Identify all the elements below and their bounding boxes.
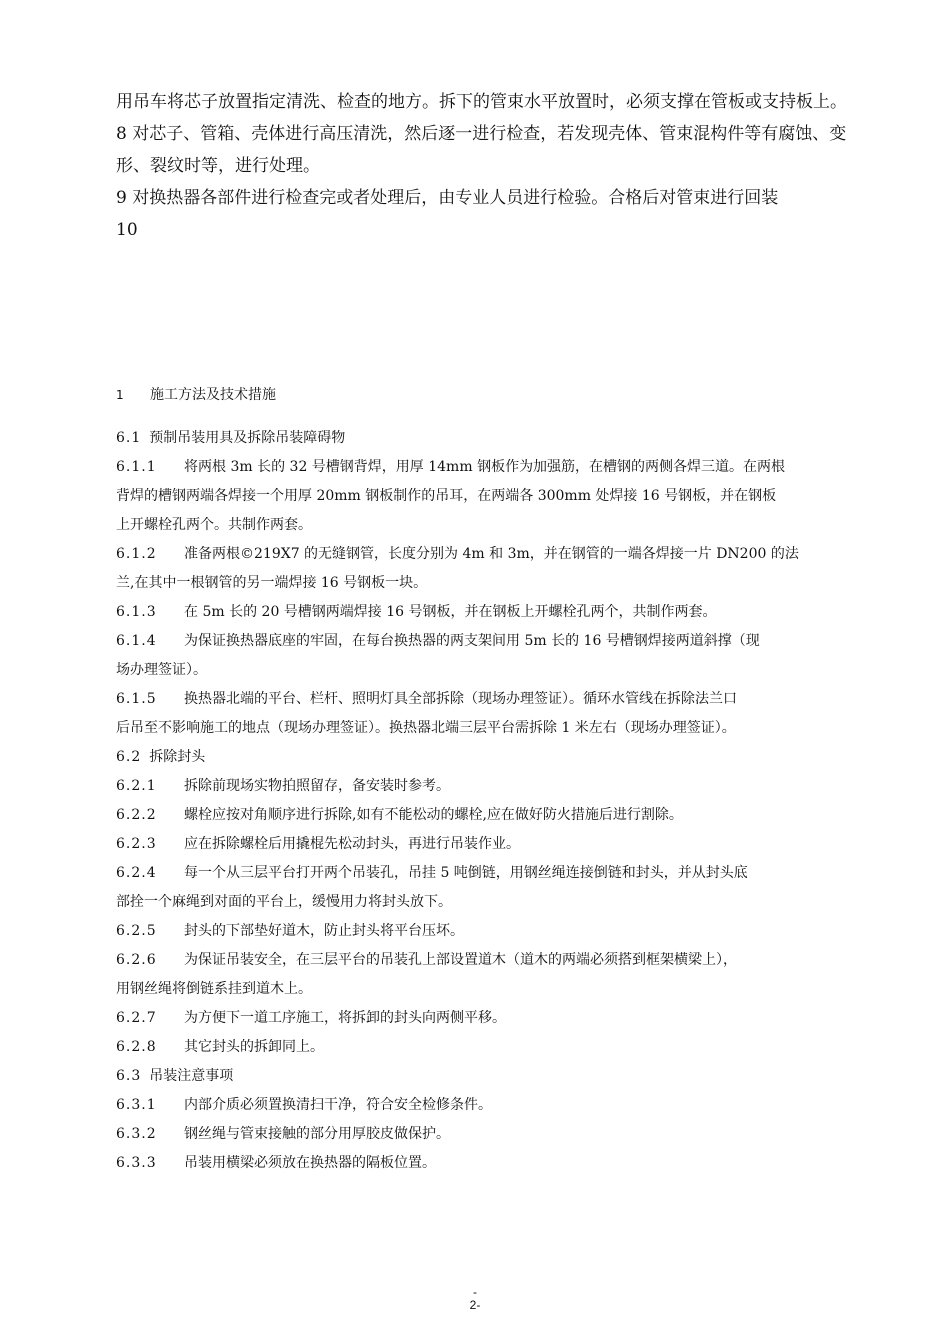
top-paragraphs [116, 86, 876, 246]
item-line [116, 598, 896, 627]
continuation-line [116, 656, 896, 685]
item-number: 6.2.3 [116, 836, 157, 852]
item-line [116, 453, 896, 482]
paragraph: 用吊车将芯子放置指定清洗、检查的地方。拆下的管束水平放置时，必须支撑在管板或支持板上。 [116, 92, 847, 112]
item-text: 为保证换热器底座的牢固，在每台换热器的两支架间用 5m 长的 16 号槽钢焊接两道斜撑（现 [184, 633, 760, 649]
continuation-line [116, 511, 896, 540]
page-footer [0, 1286, 950, 1312]
item-text: 螺栓应按对角顺序进行拆除,如有不能松动的螺栓,应在做好防火措施后进行割除。 [184, 807, 683, 823]
item-text: 吊装用横梁必须放在换热器的隔板位置。 [184, 1155, 436, 1171]
item-number: 6.2.7 [116, 1010, 157, 1026]
paragraph: 10 [116, 220, 138, 240]
item-number: 6.2.1 [116, 778, 157, 794]
item-number: 6.1.4 [116, 633, 157, 649]
continuation-line [116, 569, 896, 598]
heading-title: 施工方法及技术措施 [150, 387, 276, 403]
continuation-line [116, 975, 896, 1004]
item-text: 兰,在其中一根钢管的另一端焊接 16 号钢板一块。 [116, 575, 428, 591]
item-number: 6.3.1 [116, 1097, 157, 1113]
item-line [116, 830, 896, 859]
item-line [116, 627, 896, 656]
continuation-line [116, 714, 896, 743]
item-text: 将两根 3m 长的 32 号槽钢背焊，用厚 14mm 钢板作为加强筋，在槽钢的两侧各焊三道。在两根 [184, 459, 786, 475]
item-number: 6.2.2 [116, 807, 157, 823]
item-text: 拆除前现场实物拍照留存，备安装时参考。 [184, 778, 450, 794]
item-number: 6.3.3 [116, 1155, 157, 1171]
item-line [116, 917, 896, 946]
item-text: 内部介质必须置换清扫干净，符合安全检修条件。 [184, 1097, 492, 1113]
item-text: 封头的下部垫好道木，防止封头将平台压坏。 [184, 923, 464, 939]
item-number: 6.3.2 [116, 1126, 157, 1142]
item-line [116, 1120, 896, 1149]
section-line [116, 743, 896, 772]
item-number: 6.1 [116, 430, 142, 446]
item-line [116, 685, 896, 714]
continuation-line [116, 482, 896, 511]
item-text: 为方便下一道工序施工，将拆卸的封头向两侧平移。 [184, 1010, 506, 1026]
section-body [116, 424, 896, 1178]
item-text: 在 5m 长的 20 号槽钢两端焊接 16 号钢板，并在钢板上开螺栓孔两个，共制作两套。 [184, 604, 717, 620]
item-number: 6.1.1 [116, 459, 157, 475]
item-text: 上开螺栓孔两个。共制作两套。 [116, 517, 312, 533]
item-text: 拆除封头 [149, 749, 206, 765]
item-number: 6.2.4 [116, 865, 157, 881]
heading-number: 1 [116, 388, 124, 402]
continuation-line [116, 888, 896, 917]
item-line [116, 859, 896, 888]
item-line [116, 801, 896, 830]
item-line [116, 1149, 896, 1178]
page-number: 2- [469, 1298, 481, 1312]
item-number: 6.2 [116, 749, 142, 765]
section-line [116, 424, 896, 453]
item-number: 6.1.2 [116, 546, 157, 562]
item-text: 吊装注意事项 [149, 1068, 234, 1084]
item-number: 6.1.3 [116, 604, 157, 620]
item-number: 6.3 [116, 1068, 142, 1084]
item-text: 场办理签证）。 [116, 662, 207, 678]
item-text: 钢丝绳与管束接触的部分用厚胶皮做保护。 [184, 1126, 450, 1142]
item-line [116, 1091, 896, 1120]
section-heading [116, 385, 276, 405]
item-line [116, 540, 896, 569]
item-line [116, 1033, 896, 1062]
footer-dash: - [473, 1285, 477, 1299]
section-line [116, 1062, 896, 1091]
item-line [116, 1004, 896, 1033]
paragraph: 8 对芯子、管箱、壳体进行高压清洗，然后逐一进行检查，若发现壳体、管束混构件等有腐蚀、变形、裂纹时等，进行处理。 [116, 124, 847, 176]
item-text: 背焊的槽钢两端各焊接一个用厚 20mm 钢板制作的吊耳，在两端各 300mm 处焊接 16 号钢板，并在钢板 [116, 488, 777, 504]
item-text: 预制吊装用具及拆除吊装障碍物 [149, 430, 346, 446]
item-text: 换热器北端的平台、栏杆、照明灯具全部拆除（现场办理签证）。循环水管线在拆除法兰口 [184, 691, 737, 707]
item-text: 用钢丝绳将倒链系挂到道木上。 [116, 981, 312, 997]
item-text: 部拴一个麻绳到对面的平台上，缓慢用力将封头放下。 [116, 894, 452, 910]
item-text: 应在拆除螺栓后用撬棍先松动封头，再进行吊装作业。 [184, 836, 520, 852]
item-line [116, 946, 896, 975]
item-number: 6.1.5 [116, 691, 157, 707]
item-text: 准备两根©219X7 的无缝钢管，长度分别为 4m 和 3m，并在钢管的一端各焊接一片 DN200 的法 [184, 546, 799, 562]
item-number: 6.2.5 [116, 923, 157, 939]
item-number: 6.2.8 [116, 1039, 157, 1055]
item-text: 为保证吊装安全，在三层平台的吊装孔上部设置道木（道木的两端必须搭到框架横梁上）， [184, 952, 737, 968]
item-text: 每一个从三层平台打开两个吊装孔，吊挂 5 吨倒链，用钢丝绳连接倒链和封头，并从封头底 [184, 865, 748, 881]
item-text: 其它封头的拆卸同上。 [184, 1039, 324, 1055]
item-line [116, 772, 896, 801]
item-text: 后吊至不影响施工的地点（现场办理签证）。换热器北端三层平台需拆除 1 米左右（现场办理签证）。 [116, 720, 736, 736]
item-number: 6.2.6 [116, 952, 157, 968]
paragraph: 9 对换热器各部件进行检查完或者处理后，由专业人员进行检验。合格后对管束进行回装 [116, 188, 779, 208]
